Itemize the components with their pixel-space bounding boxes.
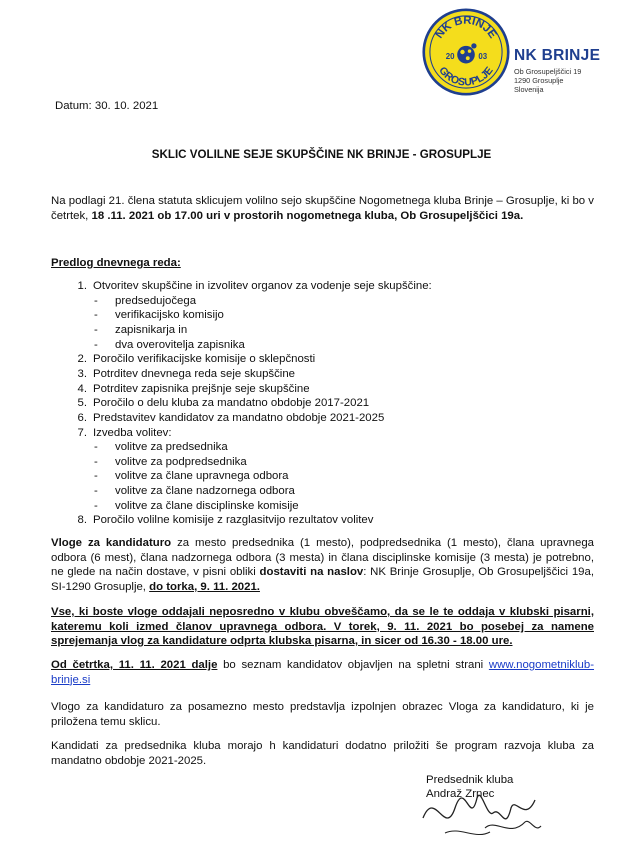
address-line-3: Slovenija xyxy=(514,85,544,94)
agenda-marker: - xyxy=(94,470,98,483)
candidacy-deadline: do torka, 9. 11. 2021. xyxy=(149,580,260,593)
intro-paragraph xyxy=(51,194,594,223)
agenda-text: volitve za člane upravnega odbora xyxy=(115,470,289,483)
agenda-text: Izvedba volitev: xyxy=(93,426,172,439)
agenda-text: Poročilo o delu kluba za mandatno obdobje 2017-2021 xyxy=(93,397,370,410)
agenda-marker: 7. xyxy=(77,426,87,439)
agenda-text: predsedujočega xyxy=(115,294,197,307)
agenda-marker: 6. xyxy=(77,411,87,424)
agenda-marker: - xyxy=(94,294,98,307)
agenda-text: Potrditev dnevnega reda seje skupščine xyxy=(93,367,295,380)
signature-name: Andraž Zrnec xyxy=(426,788,495,800)
agenda-marker: 3. xyxy=(77,367,87,380)
agenda-marker: - xyxy=(94,338,98,351)
agenda-text: Potrditev zapisnika prejšnje seje skupščine xyxy=(93,382,310,395)
club-address xyxy=(514,67,581,94)
logo-year-right: 03 xyxy=(478,52,488,62)
club-logo xyxy=(422,8,510,96)
club-name: NK BRINJE xyxy=(514,47,601,64)
agenda-text: volitve za člane disciplinske komisije xyxy=(115,499,299,512)
office-notice: Vse, ki boste vloge oddajali neposredno v klubu obveščamo, da se le te oddaja v klubski pisarni, kateremu koli izmed članov upravnega odbora. V torek, 9. 11. 2021 bo posebej za namene sprejemanja vlog za kandidature odprta klubska pisarna, in sicer od 16.30 - 18.00 ure. xyxy=(51,606,594,648)
agenda-list xyxy=(0,279,643,529)
president-paragraph: Kandidati za predsednika kluba morajo h kandidaturi dodatno priložiti še program razvoja kluba za mandatno obdobje 2021-2025. xyxy=(51,740,594,767)
website-link[interactable]: www.nogometniklub-brinje.si xyxy=(51,659,594,686)
intro-bold: 18 .11. 2021 ob 17.00 uri v prostorih nogometnega kluba, Ob Grosupeljščici 19a. xyxy=(91,209,524,222)
publish-date: Od četrtka, 11. 11. 2021 dalje xyxy=(51,659,218,671)
candidacy-text-1: za mesto predsednika (1 mesto), podpredsednika (1 mesto), člana upravnega odbora (6 mest), člana nadzornega odbora (3 mesta) in člana disciplinske komisije (3 mesta) je potrebno, ne glede na način dostave, v pisni obliki xyxy=(51,537,595,579)
agenda-text: verifikacijsko komisijo xyxy=(115,309,224,322)
handwritten-signature xyxy=(415,778,545,848)
address-line-2: 1290 Grosuplje xyxy=(514,76,564,85)
agenda-marker: - xyxy=(94,455,98,468)
agenda-marker: - xyxy=(94,485,98,498)
agenda-marker: 5. xyxy=(77,397,87,410)
candidacy-text-2: : NK Brinje Grosuplje, Ob Grosupeljščici 19a, SI-1290 Grosuplje, xyxy=(51,566,594,593)
agenda-text: Predstavitev kandidatov za mandatno obdobje 2021-2025 xyxy=(93,411,385,424)
agenda-heading: Predlog dnevnega reda: xyxy=(51,257,181,269)
address-line-1: Ob Grosupeljščici 19 xyxy=(514,67,582,76)
candidacy-bold-2: dostaviti na naslov xyxy=(259,566,364,579)
candidacy-bold-1: Vloge za kandidaturo xyxy=(51,537,172,549)
agenda-marker: 4. xyxy=(77,382,87,395)
agenda-marker: - xyxy=(94,309,98,322)
agenda-text: dva overovitelja zapisnika xyxy=(115,338,245,351)
agenda-marker: 2. xyxy=(77,353,87,366)
agenda-marker: - xyxy=(94,499,98,512)
intro-text: Na podlagi 21. člena statuta sklicujem volilno sejo skupščine Nogometnega kluba Brinje – Grosuplje, ki bo v četrtek, xyxy=(51,195,594,222)
agenda-marker: - xyxy=(94,323,98,336)
form-paragraph: Vlogo za kandidaturo za posamezno mesto predstavlja izpolnjen obrazec Vloga za kandidaturo, ki je priložena temu sklicu. xyxy=(51,701,594,728)
agenda-marker: 8. xyxy=(77,514,87,527)
agenda-text: volitve za predsednika xyxy=(115,441,228,454)
agenda-text: Poročilo volilne komisije z razglasitvijo rezultatov volitev xyxy=(93,514,374,527)
agenda-marker: 1. xyxy=(77,280,87,292)
agenda-text: Poročilo verifikacijske komisije o sklepčnosti xyxy=(93,353,316,366)
agenda-text: volitve za podpredsednika xyxy=(115,455,247,468)
agenda-marker: - xyxy=(94,441,98,454)
signature-role: Predsednik kluba xyxy=(426,774,514,786)
candidacy-paragraph xyxy=(51,536,594,594)
publish-paragraph xyxy=(51,658,594,687)
agenda-text: zapisnikarja in xyxy=(115,323,188,336)
logo-top-text: NK BRINJE xyxy=(433,14,499,41)
logo-year-left: 20 xyxy=(445,52,455,62)
document-title: SKLIC VOLILNE SEJE SKUPŠČINE NK BRINJE - GROSUPLJE xyxy=(151,148,492,161)
agenda-text: volitve za člane nadzornega odbora xyxy=(115,485,295,498)
publish-text: bo seznam kandidatov objavljen na spletni strani xyxy=(217,659,489,671)
logo-bottom-text: GROSUPLJE xyxy=(436,64,496,89)
document-date: Datum: 30. 10. 2021 xyxy=(55,100,159,112)
agenda-text: Otvoritev skupščine in izvolitev organov za vodenje seje skupščine: xyxy=(93,280,432,292)
